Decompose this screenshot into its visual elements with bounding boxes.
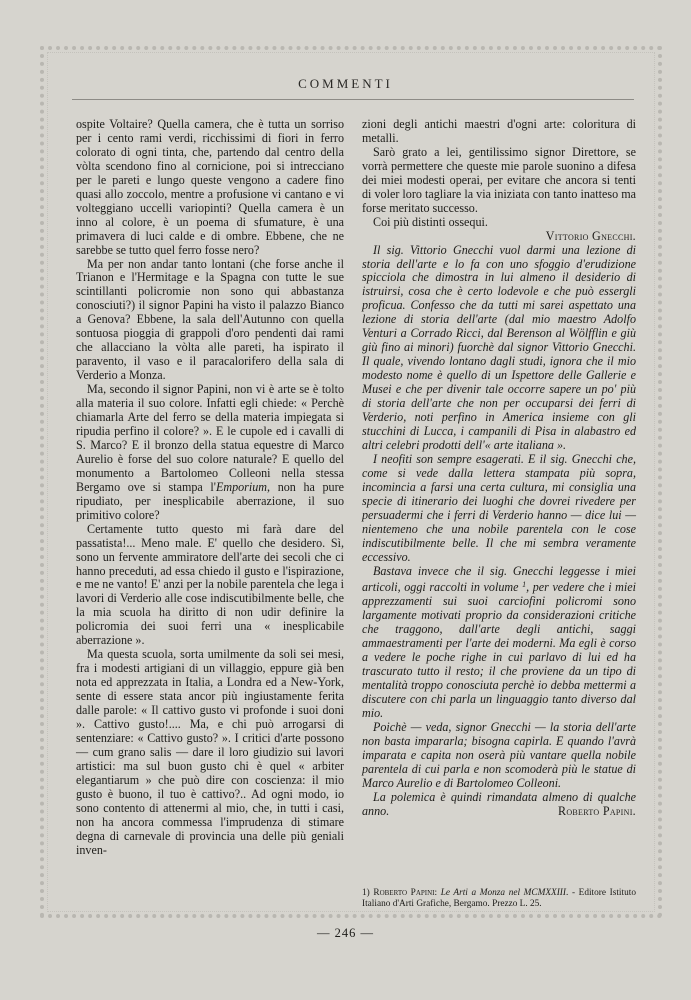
footnote: 1) Roberto Papini: Le Arti a Monza nel MCMXXIII. - Editore Istituto Italiano d'Arti Grafiche, Bergamo. Prezzo L. 25. [362, 888, 636, 909]
reply-paragraph [362, 565, 636, 721]
paragraph-text: , non ha pure ripudiato, per inesplicabile aberrazione, il suo primitivo colore? [76, 479, 344, 522]
paragraph: Ma per non andar tanto lontani (che forse anche il Trianon e l'Hermitage e la Spagna con tutte le sue scintillanti policromie non sono qui abbastanza conosciuti?) il signor Papini ha visto il palazzo Bianco a Genova? Ebbene, la sala dell'Autunno con quella sontuosa pioggia di grappoli d'oro pendenti dai rami che allacciano la vòlta alle pareti, ha ispirato il paravento, il vaso e il paracalorifero della sala di Verderio a Monza. [76, 256, 344, 383]
reply-paragraph: I neofiti son sempre esagerati. E il sig. Gnecchi che, come si vede dalla lettera stampata più sopra, incomincia a farsi una certa cultura, mi consiglia una specie di itinerario dei luoghi che dovrei rivedere per persuadermi che i ferri di Verderio hanno — dice lui — nientemeno che una nobile parentela con le cose indiscutibilmente belle. Il che mi sembra veramente eccessivo. [362, 451, 636, 564]
footnote-text: . - Editore Istituto Italiano d'Arti Grafiche, Bergamo. Prezzo L. 25. [362, 888, 636, 909]
paragraph [76, 383, 344, 523]
reply-paragraph [362, 791, 636, 819]
paragraph: Sarò grato a lei, gentilissimo signor Direttore, se vorrà permettere che queste mie parole suonino a difesa dei miei modesti operai, per evitare che ancora si tenti di voler loro tagliare la via iniziata con tanto inatteso ma forse meritato successo. [362, 144, 636, 215]
letter-signature: Vittorio Gnecchi. [545, 228, 636, 243]
paragraph: zioni degli antichi maestri d'ogni arte: coloritura di metalli. [362, 117, 636, 145]
right-column [362, 118, 636, 819]
left-column [76, 118, 344, 858]
reply-paragraph: Il sig. Vittorio Gnecchi vuol darmi una lezione di storia dell'arte e lo fa con uno sfoggio d'erudizione spicciola che dimostra in lui almeno il desiderio di istruirsi, cosa che è certo lodevole e che può essergli proficua. Confesso che da tutti mi sarei aspettato una lezione di storia dell'arte (dal mio maestro Adolfo Venturi a Corrado Ricci, dal Berenson al Wölfflin e giù giù fino ai minori) fuorchè dal signor Vittorio Gnecchi. Il quale, vivendo lontano dagli studi, ignora che il mio modesto nome è quello di un Ispettore delle Gallerie e Musei e che per divenir tale occorre sapere un po' più di storia dell'arte che non per occuparsi dei ferri di Verderio, noti perfino in America insieme con gli stucchini di Lucca, i campanili di Pisa in alabastro ed altri celebri prodotti dell'« arte italiana ». [362, 242, 636, 452]
reply-text: , per vedere che i miei apprezzamenti sui suoi carciofini policromi sono largamente motivati proprio da considerazioni critiche che traggono, dall'arte degli antichi, saggi ammaestramenti per l'arte dei moderni. Ma egli è corso a vedere le poche righe in cui parlavo di lui ed ha trascurato tutto il resto; il che proviene da un tipo di mentalità troppo conosciuta perchè io debba mettermi a discutere con chi parla un linguaggio tanto diverso dal mio. [362, 580, 636, 721]
footnote-author: Roberto Papini [373, 888, 435, 898]
paragraph: Certamente tutto questo mi farà dare del passatista!... Meno male. E' quello che desidero. Sì, sono un fervente ammiratore dell'arte dei secoli che ci hanno preceduti, ad essa chiedo il gusto e l'ispirazione, e me ne vanto! E' anzi per la nobile parentela che lega i lavori di Verderio alle cose indiscutibilmente belle, che la mia scuola ha diritto di non udir definire la policromia dei suoi ferri una « inesplicabile aberrazione ». [76, 521, 344, 648]
footnote-mark: 1) [362, 888, 370, 898]
page-number: — 246 — [317, 926, 374, 940]
paragraph: ospite Voltaire? Quella camera, che è tutta un sorriso per i cento rami verdi, ricchissimi di fiori in ferro colorato di ogni tinta, che, partendo dal centro della vòlta scendono fino al cornicione, poi si intrecciano per le pareti e lungo queste vengono a cadere fino quasi allo zoccolo, mentre a profusione vi cantano e vi volteggiano uccelli variopinti? Quella camera è un inno al colore, è un poema di sfumature, è una primavera di luci calde e di ombre. Ebbene, che ne sarebbe se tutto quel ferro fosse nero? [76, 117, 344, 257]
reply-paragraph: Poichè — veda, signor Gnecchi — la storia dell'arte non basta impararla; bisogna capirla. E quando l'avrà imparata e capita non oserà più vantare quella nobile parentela di cui parla e non scomoderà più le statue di Marco Aurelio e di Bartolomeo Colleoni. [362, 719, 636, 790]
editor-reply [362, 244, 636, 819]
paragraph: Ma questa scuola, sorta umilmente da soli sei mesi, fra i modesti artigiani di un villaggio, eppure già ben nota ed apprezzata in Italia, a Londra ed a New-York, sente di essere stata ancor più ingiustamente ferita dalle parole: « Il cattivo gusto vi profonde i suoi doni ». Cattivo gusto!.... Ma, e chi può arrogarsi di sentenziare: « Cattivo gusto? ». I critici d'arte possono — cum grano salis — dare il loro giudizio sui lavori artistici: ma sul buon gusto chi è quel « arbiter elegantiarum » che può dire con coscienza: il mio gusto è buono, il tuo è cattivo?.. Ad ogni modo, io sono contento di attenermi al mio, che, in tutti i casi, non ha ancora commessa l'imprudenza di stimare degna di carnevale di provincia una delle più geniali inven- [76, 647, 344, 857]
running-head: COMMENTI [298, 76, 393, 91]
header-rule [72, 99, 634, 100]
footnote-title: Le Arti a Monza nel MCMXXIII [440, 888, 566, 898]
emporium-title: Emporium [215, 479, 268, 494]
paragraph: Coi più distinti ossequi. [373, 214, 488, 229]
reply-text: Bastava invece che il sig. Gnecchi leggesse i miei articoli, oggi raccolti in volume [362, 563, 636, 595]
reply-text: La polemica è quindi rimandata almeno di qualche anno. [362, 789, 636, 818]
footnote-reference[interactable]: 1 [522, 580, 527, 590]
reply-signature: Roberto Papini. [557, 803, 636, 818]
paragraph-text: Ma, secondo il signor Papini, non vi è arte se è tolto alla materia il suo colore. Infatti egli chiede: « Perchè chiamarla Arte del ferro se della materia impiegata si ripudia perfino il colore? ». E le cupole ed i cavalli di S. Marco? E il bronzo della statua equestre di Marco Aurelio è forse del suo colore naturale? E quello del monumento a Bartolomeo Colleoni nella stessa Bergamo ove si stampa l' [76, 382, 344, 494]
